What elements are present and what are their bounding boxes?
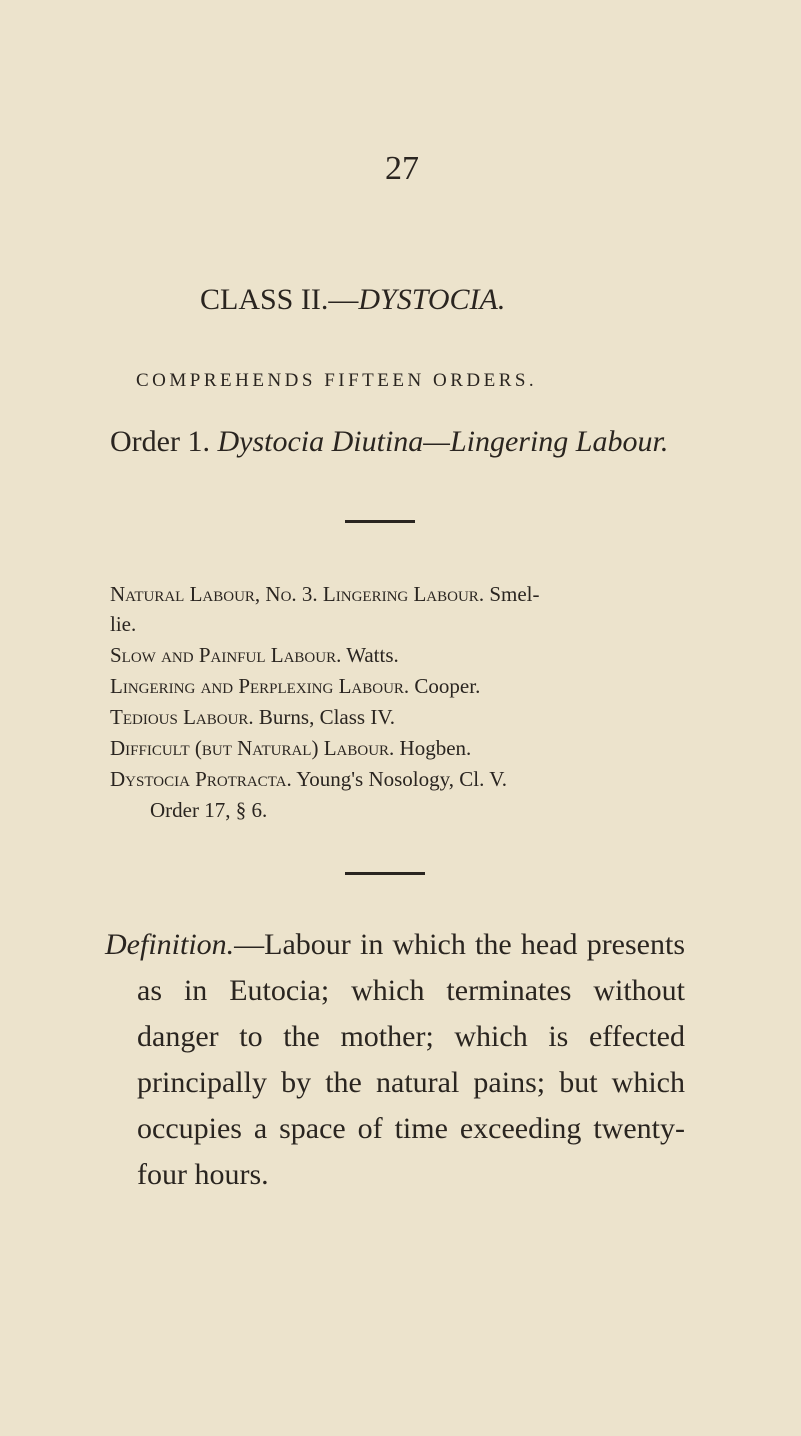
class-heading bbox=[200, 283, 505, 317]
section-rule-bottom bbox=[345, 872, 425, 875]
definition-line-3: danger to the mother; which is effected bbox=[137, 1020, 685, 1053]
synonym-term: Dystocia Protracta. bbox=[110, 767, 292, 791]
synonym-source: Order 17, § 6. bbox=[150, 798, 268, 822]
synonym-line-1 bbox=[110, 582, 540, 607]
synonym-term: Natural Labour, No. 3. Lingering Labour. bbox=[110, 582, 485, 606]
synonym-source: Watts. bbox=[346, 643, 399, 667]
synonym-source: Young's Nosology, Cl. V. bbox=[296, 767, 507, 791]
synonym-line-6 bbox=[110, 736, 471, 761]
synonym-line-8 bbox=[150, 798, 267, 823]
synonym-line-7 bbox=[110, 767, 507, 792]
synonym-line-2 bbox=[110, 612, 136, 637]
definition-line-2: as in Eutocia; which terminates without bbox=[137, 974, 685, 1007]
class-heading-title: DYSTOCIA. bbox=[358, 283, 506, 316]
definition-paragraph bbox=[105, 922, 685, 1198]
synonym-term: Lingering and Perplexing Labour. bbox=[110, 674, 410, 698]
synonym-source: Cooper. bbox=[414, 674, 481, 698]
definition-line-5: occupies a space of time exceeding twenty- bbox=[137, 1112, 685, 1145]
synonym-line-5 bbox=[110, 705, 395, 730]
definition-label: Definition. bbox=[105, 928, 235, 961]
synonym-source: Burns, Class IV. bbox=[258, 705, 396, 729]
order-number: Order 1. bbox=[110, 425, 210, 458]
synonym-source: lie. bbox=[110, 612, 137, 636]
synonym-term: Tedious Labour. bbox=[110, 705, 254, 729]
synonym-source: Hogben. bbox=[399, 736, 472, 760]
synonym-term: Slow and Painful Labour. bbox=[110, 643, 342, 667]
synonym-source: Smel- bbox=[489, 582, 540, 606]
section-rule-top bbox=[345, 520, 415, 523]
page-number: 27 bbox=[385, 150, 419, 187]
synonym-line-3 bbox=[110, 643, 399, 668]
synonym-line-4 bbox=[110, 674, 480, 699]
order-heading bbox=[110, 425, 668, 459]
synonym-term: Difficult (but Natural) Labour. bbox=[110, 736, 395, 760]
definition-line-1: Definition.—Labour in which the head presents bbox=[105, 928, 685, 961]
order-title: Dystocia Diutina—Lingering Labour. bbox=[217, 425, 669, 458]
subheading: COMPREHENDS FIFTEEN ORDERS. bbox=[136, 370, 538, 391]
definition-line-6: four hours. bbox=[137, 1158, 269, 1191]
class-heading-prefix: CLASS II.— bbox=[200, 283, 359, 316]
definition-line-4: principally by the natural pains; but which bbox=[137, 1066, 685, 1099]
